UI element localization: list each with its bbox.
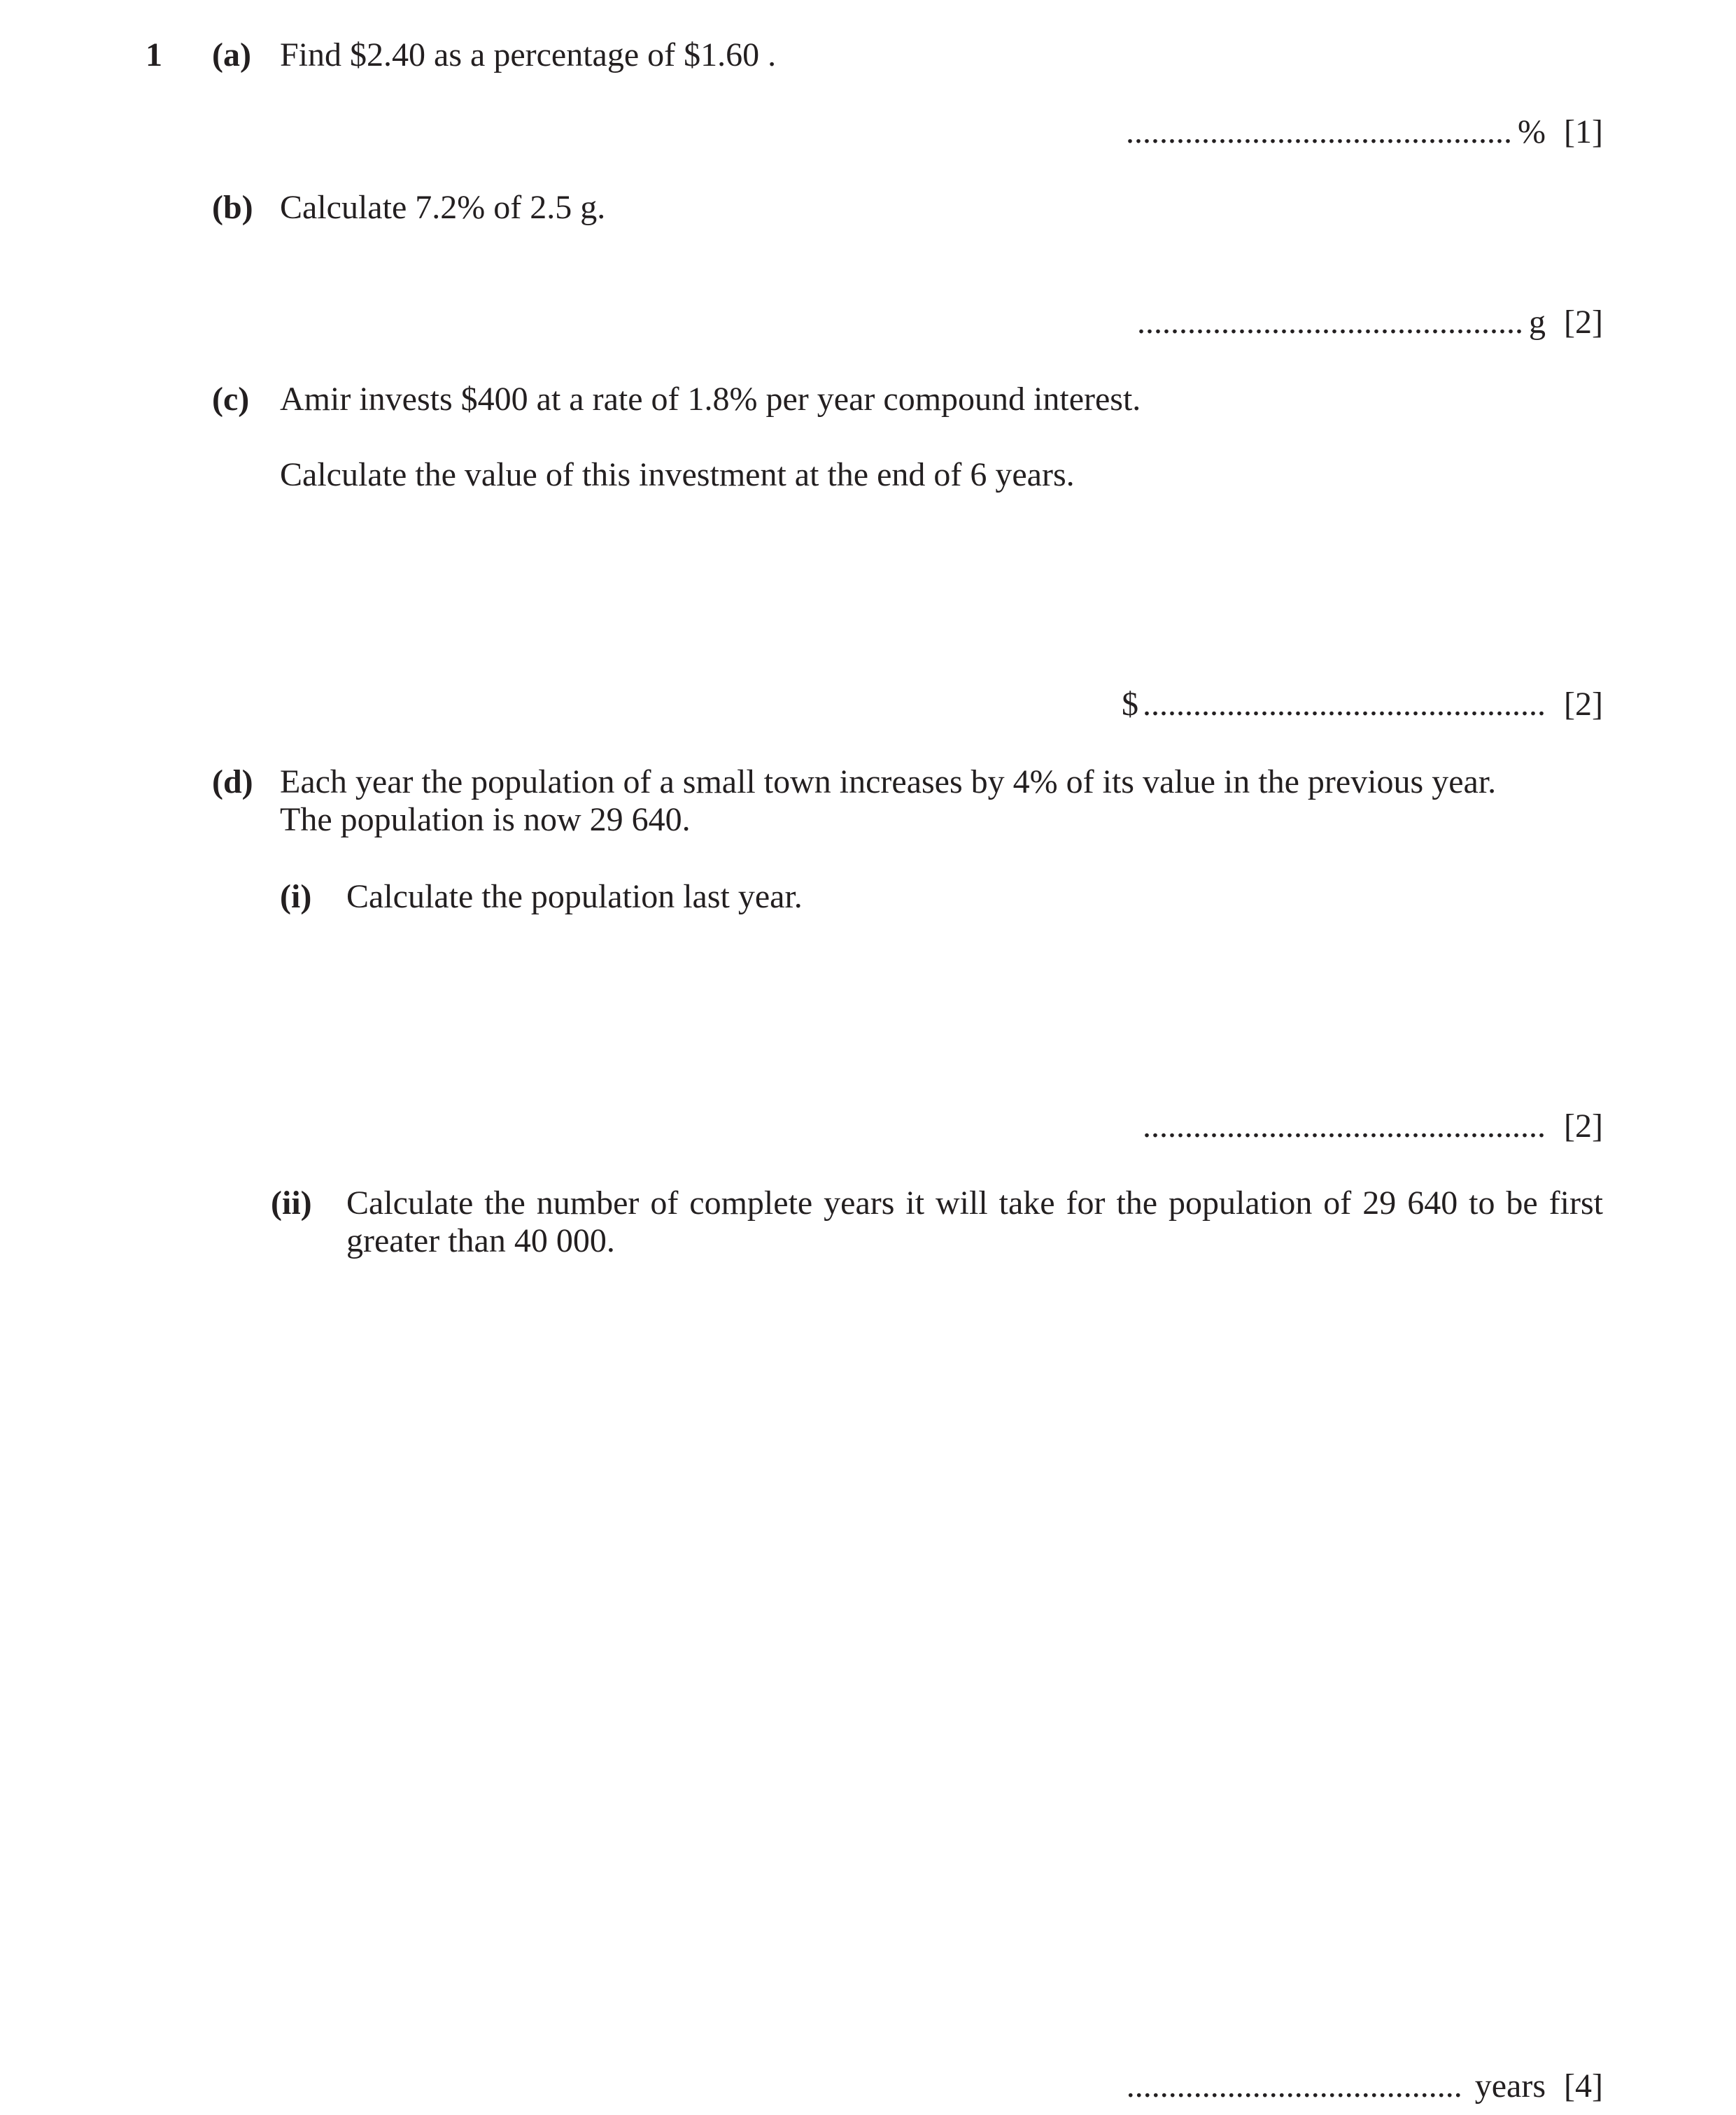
part-d-ii-question-line1: Calculate the number of complete years it will take for the population of 29 640 to be first (346, 1184, 1603, 1222)
part-b-question: Calculate 7.2% of 2.5 g. (280, 189, 606, 226)
part-b-answer-line[interactable] (1137, 304, 1603, 341)
part-d-ii-answer-line[interactable] (1127, 2067, 1603, 2105)
answer-unit: % (1518, 113, 1546, 150)
part-d-label: (d) (212, 763, 253, 800)
part-c-label: (c) (212, 381, 250, 418)
marks-allocation: [1] (1564, 113, 1603, 150)
marks-allocation: [2] (1564, 686, 1603, 723)
marks-allocation: [2] (1564, 1108, 1603, 1145)
answer-dots: ........................................ (1126, 2067, 1462, 2105)
part-d-i-label: (i) (280, 878, 312, 915)
part-a-label: (a) (212, 36, 251, 73)
currency-prefix: $ (1122, 686, 1139, 723)
part-b-label: (b) (212, 189, 253, 226)
part-a-answer-line[interactable] (1126, 113, 1603, 151)
answer-unit: g (1529, 304, 1546, 341)
part-c-question-line2: Calculate the value of this investment at the end of 6 years. (280, 456, 1075, 493)
part-d-i-question: Calculate the population last year. (346, 878, 803, 915)
part-d-i-answer-line[interactable] (1143, 1108, 1603, 1145)
part-c-answer-line[interactable] (1122, 686, 1603, 723)
part-d-question-line1: Each year the population of a small town increases by 4% of its value in the previous year. (280, 763, 1497, 800)
part-a-question: Find $2.40 as a percentage of $1.60 . (280, 36, 777, 73)
answer-dots: .............................................. (1126, 113, 1513, 150)
part-c-question-line1: Amir invests $400 at a rate of 1.8% per year compound interest. (280, 381, 1141, 418)
marks-allocation: [4] (1564, 2067, 1603, 2105)
question-number: 1 (146, 36, 162, 73)
answer-unit: years (1474, 2067, 1546, 2105)
answer-dots: ................................................ (1143, 1108, 1546, 1145)
answer-dots: ................................................ (1143, 686, 1546, 723)
answer-dots: .............................................. (1137, 304, 1524, 341)
part-d-question-line2: The population is now 29 640. (280, 801, 691, 838)
part-d-ii-question-line2: greater than 40 000. (346, 1222, 615, 1259)
part-d-ii-label: (ii) (271, 1184, 312, 1222)
marks-allocation: [2] (1564, 304, 1603, 341)
